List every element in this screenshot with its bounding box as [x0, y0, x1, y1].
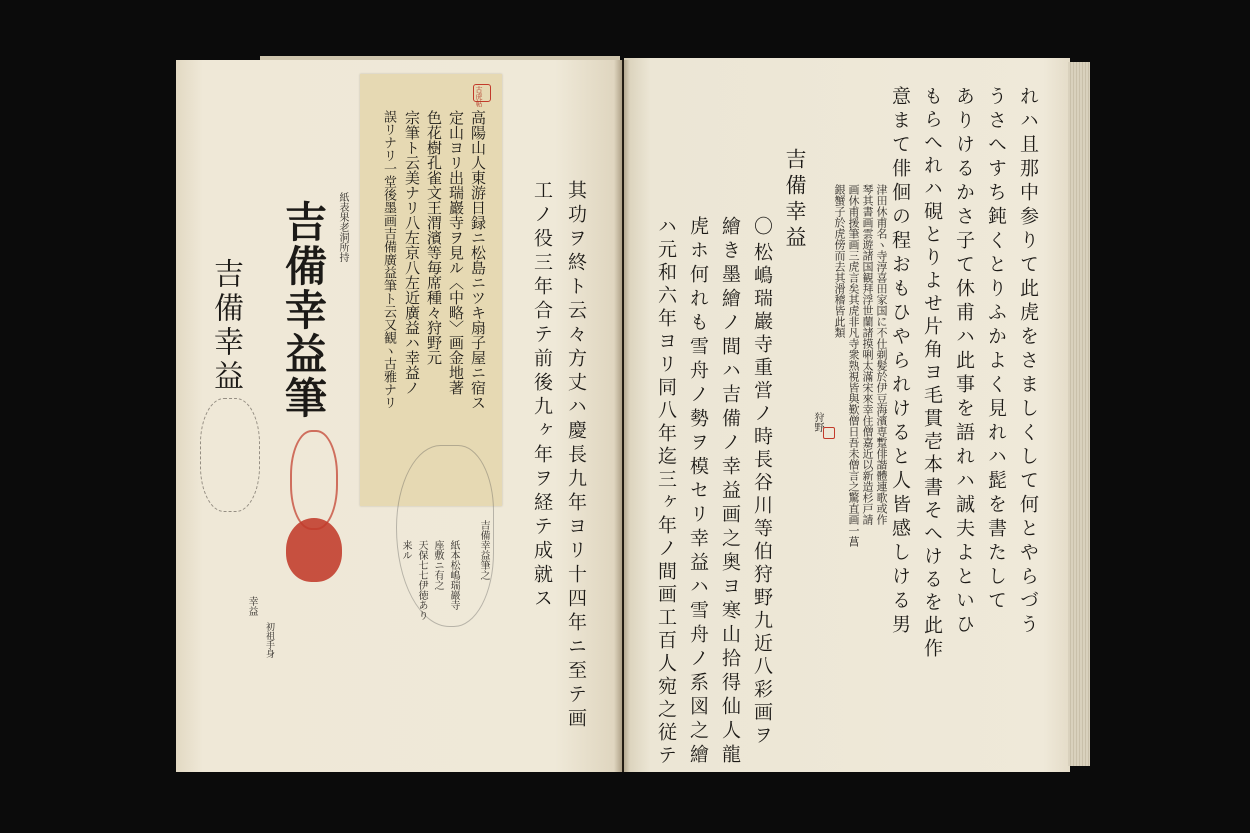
big-signature: 吉備幸益筆: [279, 200, 328, 420]
slip-column-5: 誤リナリ一堂後墨画吉備廣益筆ト云又観ヽ古雅ナリ: [381, 110, 396, 409]
left-text-column-1: 其功ヲ終ト云々方丈ハ慶長九年ヨリ十四年ニ至テ画: [565, 180, 587, 732]
book-gutter: [614, 60, 630, 772]
slip-title: 古虎帖: [475, 86, 483, 107]
seal-caption: 初祖手身: [264, 622, 274, 658]
note-signature: 狩野: [812, 412, 823, 432]
right-text-column-5: 意まて俳佪の程おもひやられけると人皆感しける男: [889, 86, 911, 638]
caption-1: 吉備幸益筆之: [478, 520, 489, 580]
section-marker: 〇: [751, 216, 773, 235]
ownership-note: 紙表果老洞所持: [337, 192, 348, 262]
caption-4: 天保七七伊徳あり: [416, 540, 427, 620]
note-column-4: 銀蟹子於虎傍而去其滑稽皆此類: [833, 184, 846, 338]
right-text-column-2: うさへすち鈍くとりふかよく見れハ髭を書たして: [985, 86, 1007, 614]
section-heading: 吉備幸益: [783, 148, 807, 252]
caption-2: 紙本松嶋瑞巖寺: [448, 540, 459, 610]
left-signature: 吉備幸益: [208, 258, 243, 394]
section-column-2: 繪き墨繪ノ間ハ吉備ノ幸益画之奥ヨ寒山拾得仙人龍: [719, 216, 741, 768]
section-column-3: 虎ホ何れも雪舟ノ勢ヲ模セリ幸益ハ雪舟ノ系図之繪: [687, 216, 709, 768]
section-column-1: 松嶋瑞巖寺重営ノ時長谷川等伯狩野九近八彩画ヲ: [751, 242, 773, 748]
slip-column-4: 宗筆ト云美ナリ八左京八左近廣益ハ幸益ノ: [403, 110, 421, 395]
right-text-column-4: もらへれハ硯とりよせ片角ヨ毛貫壱本書そへけるを此作: [921, 86, 943, 661]
slip-column-2: 定山ヨリ出瑞巖寺ヲ見ル〈中略〉画金地著: [447, 110, 465, 395]
note-column-1: 津田休甫名ヽ寺淳喜田家国に不仕剃髪於伊豆海濱専蹔俳諧體連歌或作: [875, 184, 888, 525]
small-red-stamp-icon: [823, 427, 835, 439]
red-seal-outline-icon: [290, 430, 338, 530]
caption-5: 来ル: [400, 540, 411, 560]
section-column-4: ハ元和六年ヨリ同八年迄三ヶ年ノ間画工百人宛之従テ: [655, 216, 677, 768]
black-seal-icon: [200, 398, 260, 512]
seal-label: 幸益: [246, 596, 257, 616]
red-seal-icon: [286, 518, 342, 582]
right-text-column-3: ありけるかさ子て休甫ハ此事を語れハ誠夫よといひ: [953, 86, 975, 638]
slip-column-1: 高陽山人東游日録ニ松島ニツキ扇子屋ニ宿ス: [469, 110, 487, 410]
note-column-2: 琴其書画雲遊諸国観拜浮世蘭諸摸唎太滿宋來幸住僧嘉近以新造杉戸請: [861, 184, 874, 525]
left-text-column-2: 工ノ役三年合テ前後九ヶ年ヲ経テ成就ス: [531, 180, 553, 612]
caption-3: 座敷ニ有之: [432, 540, 443, 590]
right-text-column-1: れハ且那中参りて此虎をさましくして何とやらづう: [1017, 86, 1039, 638]
page-stack-edge: [1068, 62, 1090, 766]
slip-column-3: 色花樹孔雀文王渭濱等毎席種々狩野元: [425, 110, 443, 365]
note-column-3: 画休甫援筆画三虎言矣其虎非凡寺衆熟視皆與歎僧日吾未僧言之驚直画一菖: [847, 184, 860, 547]
